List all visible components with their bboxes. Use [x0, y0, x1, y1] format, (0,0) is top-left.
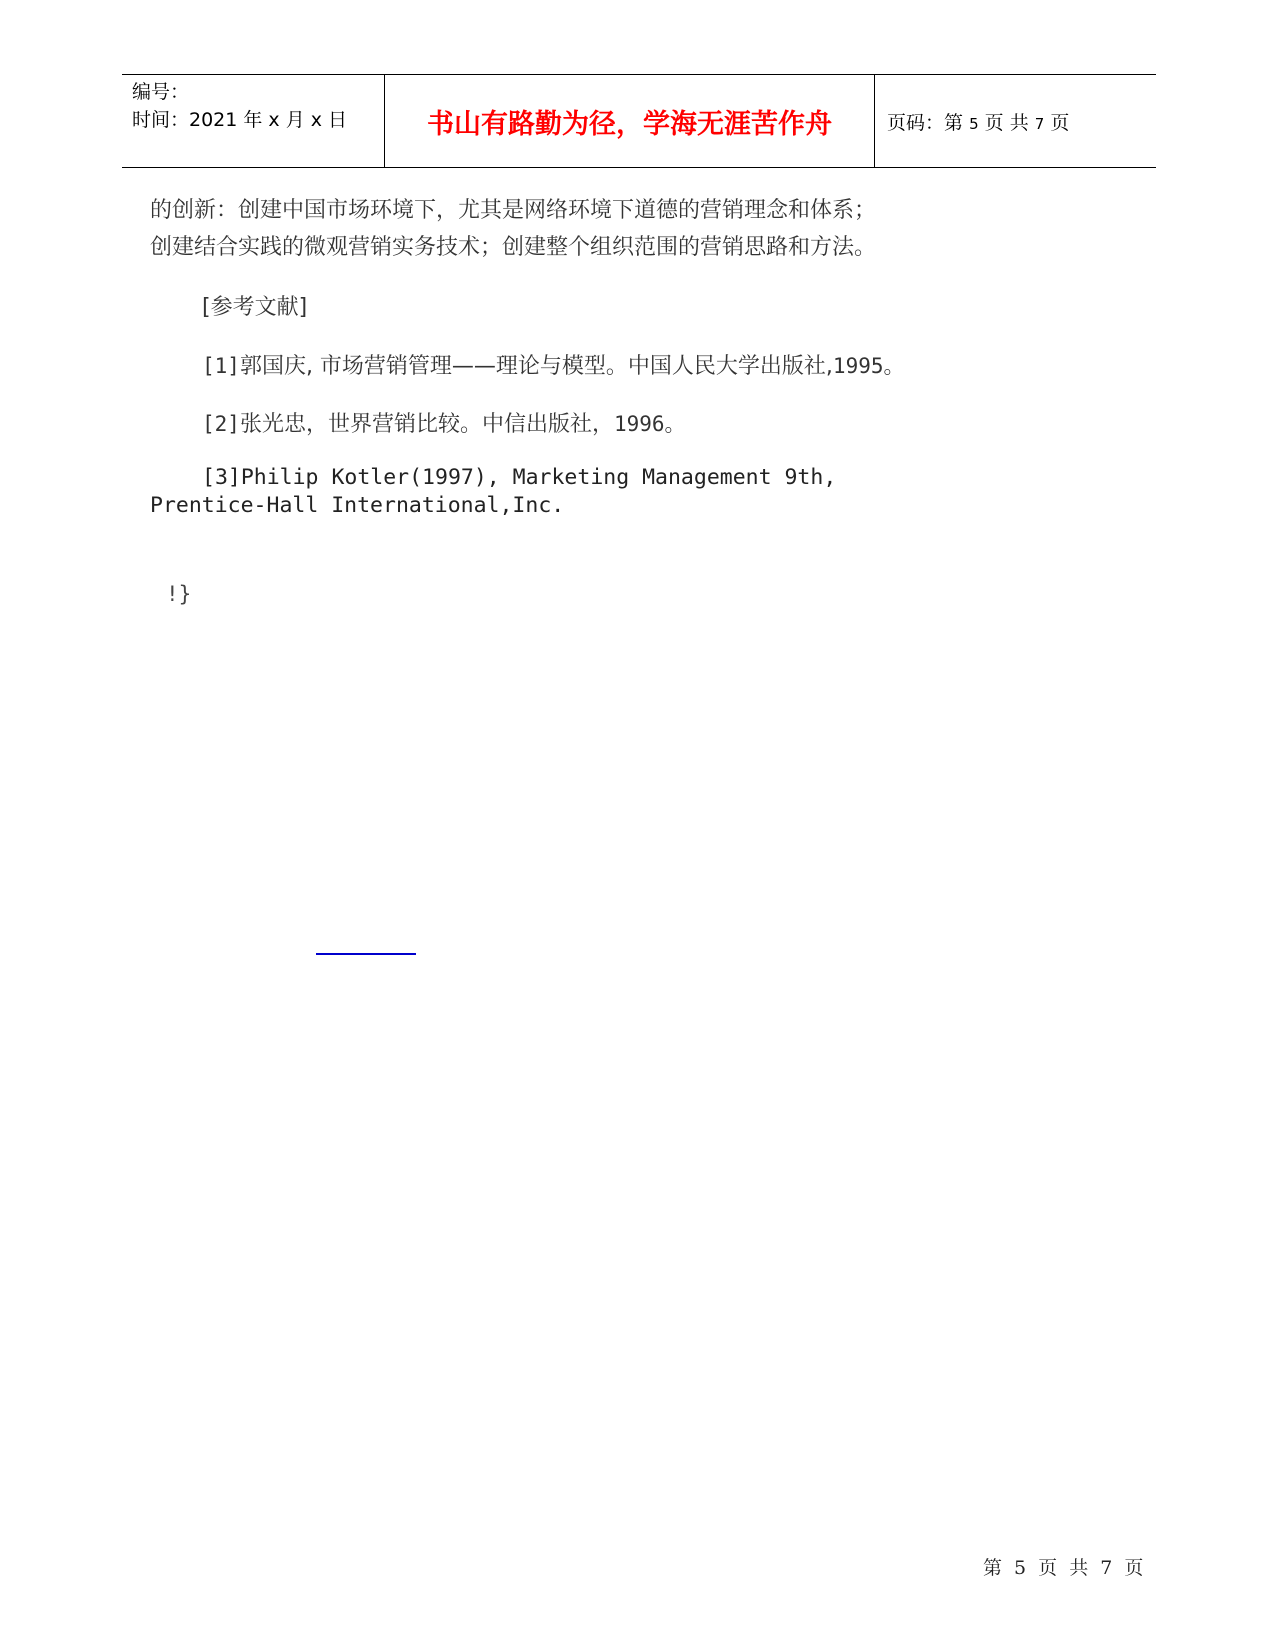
reference-3-line-1: [3]Philip Kotler(1997), Marketing Management 9th,	[202, 465, 837, 490]
reference-1-year: 1995。	[832, 354, 905, 378]
reference-2-text: 张光忠，世界营销比较。中信出版社，	[239, 412, 614, 437]
paragraph-line-1: 的创新：创建中国市场环境下，尤其是网络环境下道德的营销理念和体系；	[150, 198, 877, 223]
reference-1-text: 郭国庆, 市场营销管理——理论与模型。中国人民大学出版社,	[239, 354, 833, 379]
header-motto-cell	[385, 75, 875, 167]
reference-2-year: 1996。	[613, 412, 686, 436]
header-motto: 书山有路勤为径，学海无涯苦作舟	[427, 108, 832, 140]
page-code-suffix: 页	[1050, 111, 1070, 134]
reference-1-tag: [1]	[202, 354, 240, 378]
page-footer: 第 5 页 共 7 页	[983, 1557, 1144, 1579]
reference-item-2	[202, 407, 686, 438]
header-page-cell	[875, 75, 1156, 167]
header-page-code	[887, 108, 1069, 135]
page-code-prefix: 页码：第	[887, 111, 964, 134]
hyperlink-underline[interactable]	[316, 953, 416, 955]
reference-2-tag: [2]	[202, 412, 240, 436]
page-code-mid: 页 共	[984, 111, 1029, 134]
document-date: 时间：2021 年 x 月 x 日	[132, 109, 348, 131]
reference-item-1	[202, 349, 905, 380]
document-number-label: 编号：	[132, 81, 190, 103]
page-total-number: 7	[1034, 114, 1045, 133]
references-heading: [参考文献]	[202, 295, 308, 320]
reference-3-line-2: Prentice-Hall International,Inc.	[150, 493, 565, 518]
header-meta-cell	[122, 75, 385, 167]
page-header	[122, 74, 1156, 168]
paragraph-line-2: 创建结合实践的微观营销实务技术；创建整个组织范围的营销思路和方法。	[150, 235, 877, 260]
stray-mark: !}	[166, 582, 192, 606]
page-current-number: 5	[969, 114, 979, 133]
